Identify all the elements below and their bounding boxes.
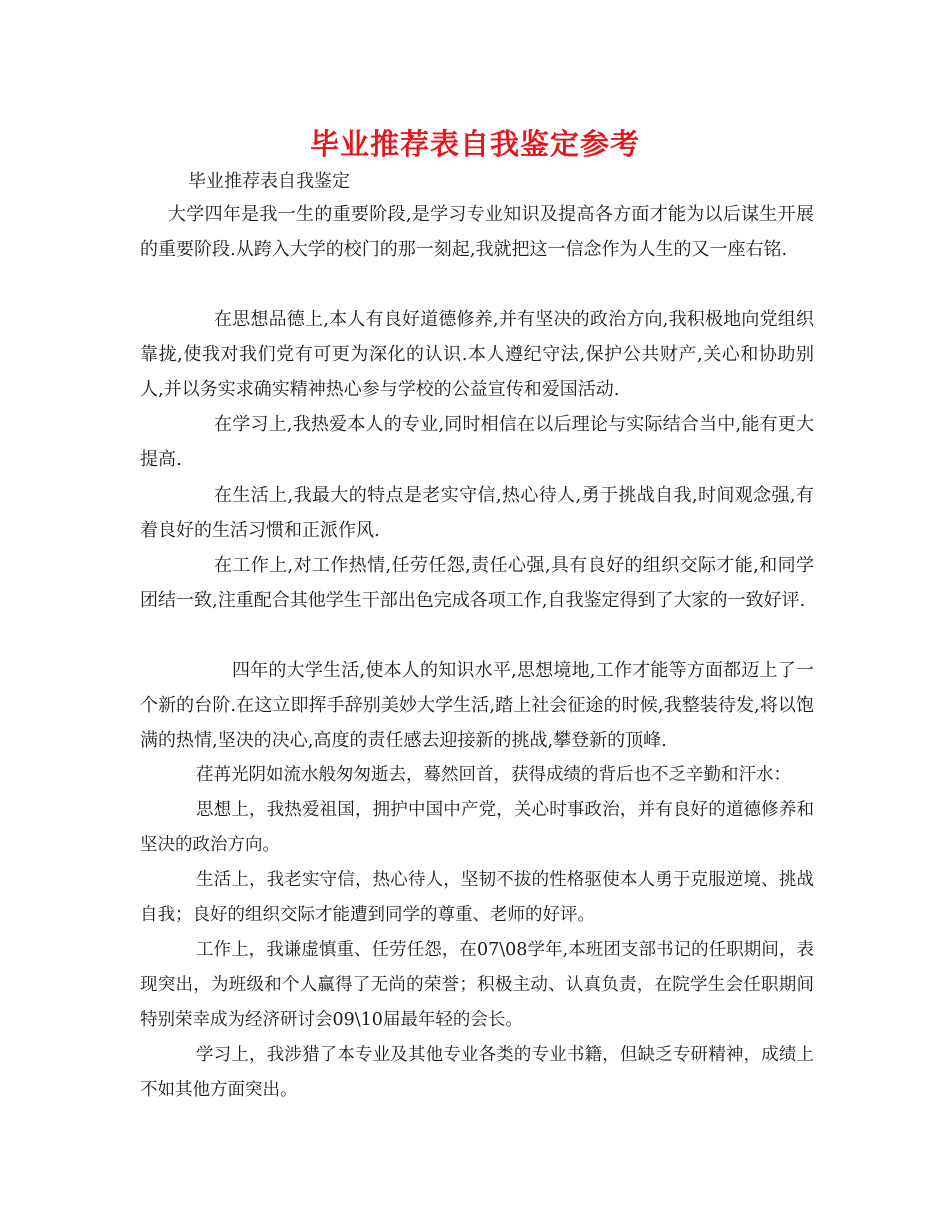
- paragraph: 在学习上,我热爱本人的专业,同时相信在以后理论与实际结合当中,能有更大提高.: [140, 414, 814, 470]
- paragraph: 工作上，我谦虚慎重、任劳任怨，在07\08学年,本班团支部书记的任职期间，表现突出，为班级和个人赢得了无尚的荣誉；积极主动、认真负责，在院学生会任职期间特别荣幸成为经济研讨会09\10届最年轻的会长。: [140, 940, 814, 1030]
- paragraph: 在思想品德上,本人有良好道德修养,并有坚决的政治方向,我积极地向党组织靠拢,使我对我们党有可更为深化的认识.本人遵纪守法,保护公共财产,关心和协助别人,并以务实求确实精神热心参与学校的公益宣传和爱国活动.: [140, 309, 814, 400]
- paragraph: 思想上，我热爱祖国，拥护中国中产党，关心时事政治，并有良好的道德修养和坚决的政治方向。: [140, 800, 814, 855]
- paragraph: 荏苒光阴如流水般匆匆逝去，蓦然回首，获得成绩的背后也不乏辛勤和汗水：: [196, 765, 791, 785]
- paragraph: 大学四年是我一生的重要阶段,是学习专业知识及提高各方面才能为以后谋生开展的重要阶段.从跨入大学的校门的那一刻起,我就把这一信念作为人生的又一座右铭.: [140, 204, 814, 260]
- paragraph: 在工作上,对工作热情,任劳任怨,责任心强,具有良好的组织交际才能,和同学团结一致,注重配合其他学生干部出色完成各项工作,自我鉴定得到了大家的一致好评.: [140, 555, 814, 611]
- paragraph: 四年的大学生活,使本人的知识水平,思想境地,工作才能等方面都迈上了一个新的台阶.在这立即挥手辞别美妙大学生活,踏上社会征途的时候,我整装待发,将以饱满的热情,坚决的决心,高度的责任感去迎接新的挑战,攀登新的顶峰.: [140, 660, 814, 751]
- paragraph: 生活上，我老实守信，热心待人，坚韧不拔的性格驱使本人勇于克服逆境、挑战自我；良好的组织交际才能遭到同学的尊重、老师的好评。: [140, 870, 814, 925]
- paragraph: 学习上，我涉猎了本专业及其他专业各类的专业书籍，但缺乏专研精神，成绩上不如其他方面突出。: [140, 1045, 814, 1100]
- document-title: 毕业推荐表自我鉴定参考: [309, 127, 640, 161]
- paragraph: 在生活上,我最大的特点是老实守信,热心待人,勇于挑战自我,时间观念强,有着良好的生活习惯和正派作风.: [140, 485, 814, 541]
- document-subtitle: 毕业推荐表自我鉴定: [188, 171, 350, 192]
